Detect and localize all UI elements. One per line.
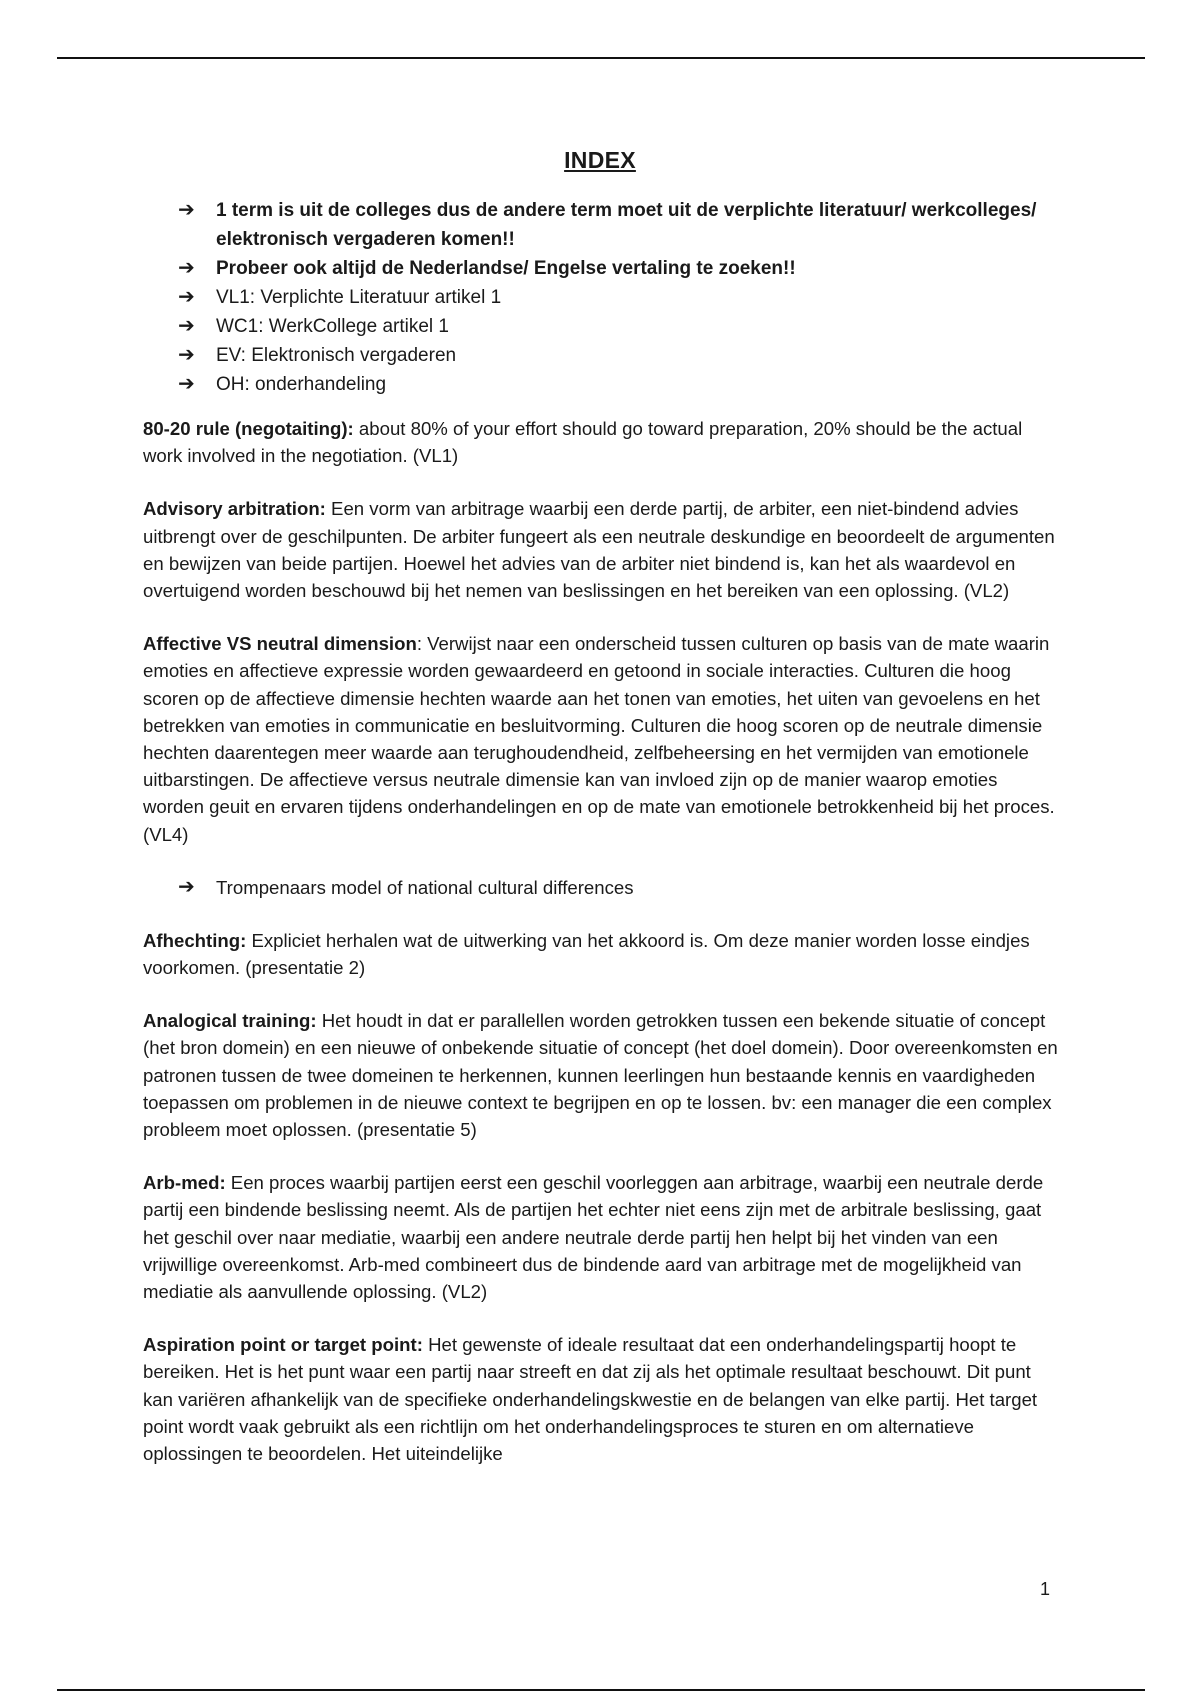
glossary-definition: about 80% of your effort should go toward preparation, 20% should be the actual work involved in the negotiation. (VL1) bbox=[143, 418, 1023, 467]
list-item bbox=[178, 341, 1038, 370]
instruction-list bbox=[178, 196, 1038, 399]
glossary-definition: Het houdt in dat er parallellen worden getrokken tussen een bekende situatie of concept (het bron domein) en een nieuwe of onbekende situatie of concept (het doel domein). Door overeenkomsten en patronen tussen de twee domeinen te herkennen, kunnen leerlingen hun bestaande kennis en vaardigheden toepassen om problemen in de nieuwe context te begrijpen en op te lossen. bv: een manager die een complex probleem moet oplossen. (presentatie 5) bbox=[143, 1010, 1058, 1141]
list-item bbox=[178, 196, 1038, 254]
glossary-entry-afhechting bbox=[143, 927, 1063, 981]
list-item-text: EV: Elektronisch vergaderen bbox=[216, 345, 457, 366]
glossary-entry-80-20-rule bbox=[143, 415, 1063, 469]
glossary-definition: Een proces waarbij partijen eerst een geschil voorleggen aan arbitrage, waarbij een neutrale derde partij een bindende beslissing neemt. Als de partijen het echter niet eens zijn met de arbitrale beslissing, gaat het geschil over naar mediatie, waarbij een andere neutrale derde partij hen helpt bij het vinden van een vrijwillige overeenkomst. Arb-med combineert dus de bindende aard van arbitrage met de mogelijkheid van mediatie als aanvullende oplossing. (VL2) bbox=[143, 1172, 1044, 1303]
glossary-term: Affective VS neutral dimension bbox=[143, 633, 417, 655]
glossary-term: Afhechting: bbox=[143, 929, 247, 951]
glossary-definition: Expliciet herhalen wat de uitwerking van het akkoord is. Om deze manier worden losse eindjes voorkomen. (presentatie 2) bbox=[143, 929, 1030, 979]
list-item-text: 1 term is uit de colleges dus de andere term moet uit de verplichte literatuur/ werkcolleges/ elektronisch vergaderen komen!! bbox=[216, 200, 1037, 250]
glossary-entry-affective-vs-neutral bbox=[143, 630, 1063, 848]
arrow-icon: ➔ bbox=[178, 344, 195, 366]
sub-bullet bbox=[178, 874, 1063, 901]
sub-bullet-text: Trompenaars model of national cultural differences bbox=[216, 876, 634, 898]
list-item-text: Probeer ook altijd de Nederlandse/ Engelse vertaling te zoeken!! bbox=[216, 258, 796, 279]
glossary-term: Analogical training: bbox=[143, 1010, 317, 1032]
page-number: 1 bbox=[1040, 1579, 1051, 1599]
glossary-definition: Een vorm van arbitrage waarbij een derde partij, de arbiter, een niet-bindend advies uitbrengt over de geschilpunten. De arbiter fungeert als een neutrale deskundige en beoordeelt de argumenten en bewijzen van beide partijen. Hoewel het advies van de arbiter niet bindend is, kan het als waardevol en overtuigend worden beschouwd bij het nemen van beslissingen en het bereiken van een oplossing. (VL2) bbox=[143, 498, 1055, 602]
list-item bbox=[178, 283, 1038, 312]
list-item-text: VL1: Verplichte Literatuur artikel 1 bbox=[216, 287, 502, 308]
arrow-icon: ➔ bbox=[178, 315, 195, 337]
list-item-text: WC1: WerkCollege artikel 1 bbox=[216, 316, 450, 337]
glossary-term: Advisory arbitration: bbox=[143, 498, 326, 520]
glossary-definition: : Verwijst naar een onderscheid tussen culturen op basis van de mate waarin emoties en affectieve expressie worden gewaardeerd en getoond in sociale interacties. Culturen die hoog scoren op de affectieve dimensie hechten waarde aan het tonen van emoties, het uiten van gevoelens en het betrekken van emoties in communicatie en besluitvorming. Culturen die hoog scoren op de neutrale dimensie hechten daarentegen meer waarde aan terughoudendheid, zelfbeheersing en het vermijden van emotionele uitbarstingen. De affectieve versus neutrale dimensie kan van invloed zijn op de manier waarop emoties worden geuit en ervaren tijdens onderhandelingen en op de mate van emotionele betrokkenheid bij het proces. (VL4) bbox=[143, 633, 1055, 845]
list-item bbox=[178, 312, 1038, 341]
arrow-icon: ➔ bbox=[178, 199, 195, 221]
arrow-icon: ➔ bbox=[178, 875, 195, 898]
arrow-icon: ➔ bbox=[178, 373, 195, 395]
list-item bbox=[178, 370, 1038, 399]
arrow-icon: ➔ bbox=[178, 257, 195, 279]
glossary-entry-advisory-arbitration bbox=[143, 495, 1063, 604]
glossary-entry-arb-med bbox=[143, 1169, 1063, 1305]
glossary-term: Arb-med: bbox=[143, 1172, 226, 1194]
glossary bbox=[143, 415, 1063, 1493]
glossary-term: Aspiration point or target point: bbox=[143, 1334, 423, 1356]
arrow-icon: ➔ bbox=[178, 286, 195, 308]
glossary-entry-analogical-training bbox=[143, 1007, 1063, 1143]
page-title: INDEX bbox=[564, 147, 636, 173]
footer-rule bbox=[57, 1689, 1145, 1691]
glossary-term: 80-20 rule (negotaiting): bbox=[143, 418, 354, 439]
header-rule bbox=[57, 57, 1145, 59]
glossary-entry-aspiration-point bbox=[143, 1331, 1063, 1467]
list-item-text: OH: onderhandeling bbox=[216, 374, 387, 395]
glossary-definition: Het gewenste of ideale resultaat dat een onderhandelingspartij hoopt te bereiken. Het is het punt waar een partij naar streeft en dat zij als het optimale resultaat beschouwt. Dit punt kan variëren afhankelijk van de specifieke onderhandelingskwestie en de belangen van elke partij. Het target point wordt vaak gebruikt als een richtlijn om het onderhandelingsproces te sturen en om alternatieve oplossingen te beoordelen. Het uiteindelijke bbox=[143, 1334, 1038, 1465]
list-item bbox=[178, 254, 1038, 283]
